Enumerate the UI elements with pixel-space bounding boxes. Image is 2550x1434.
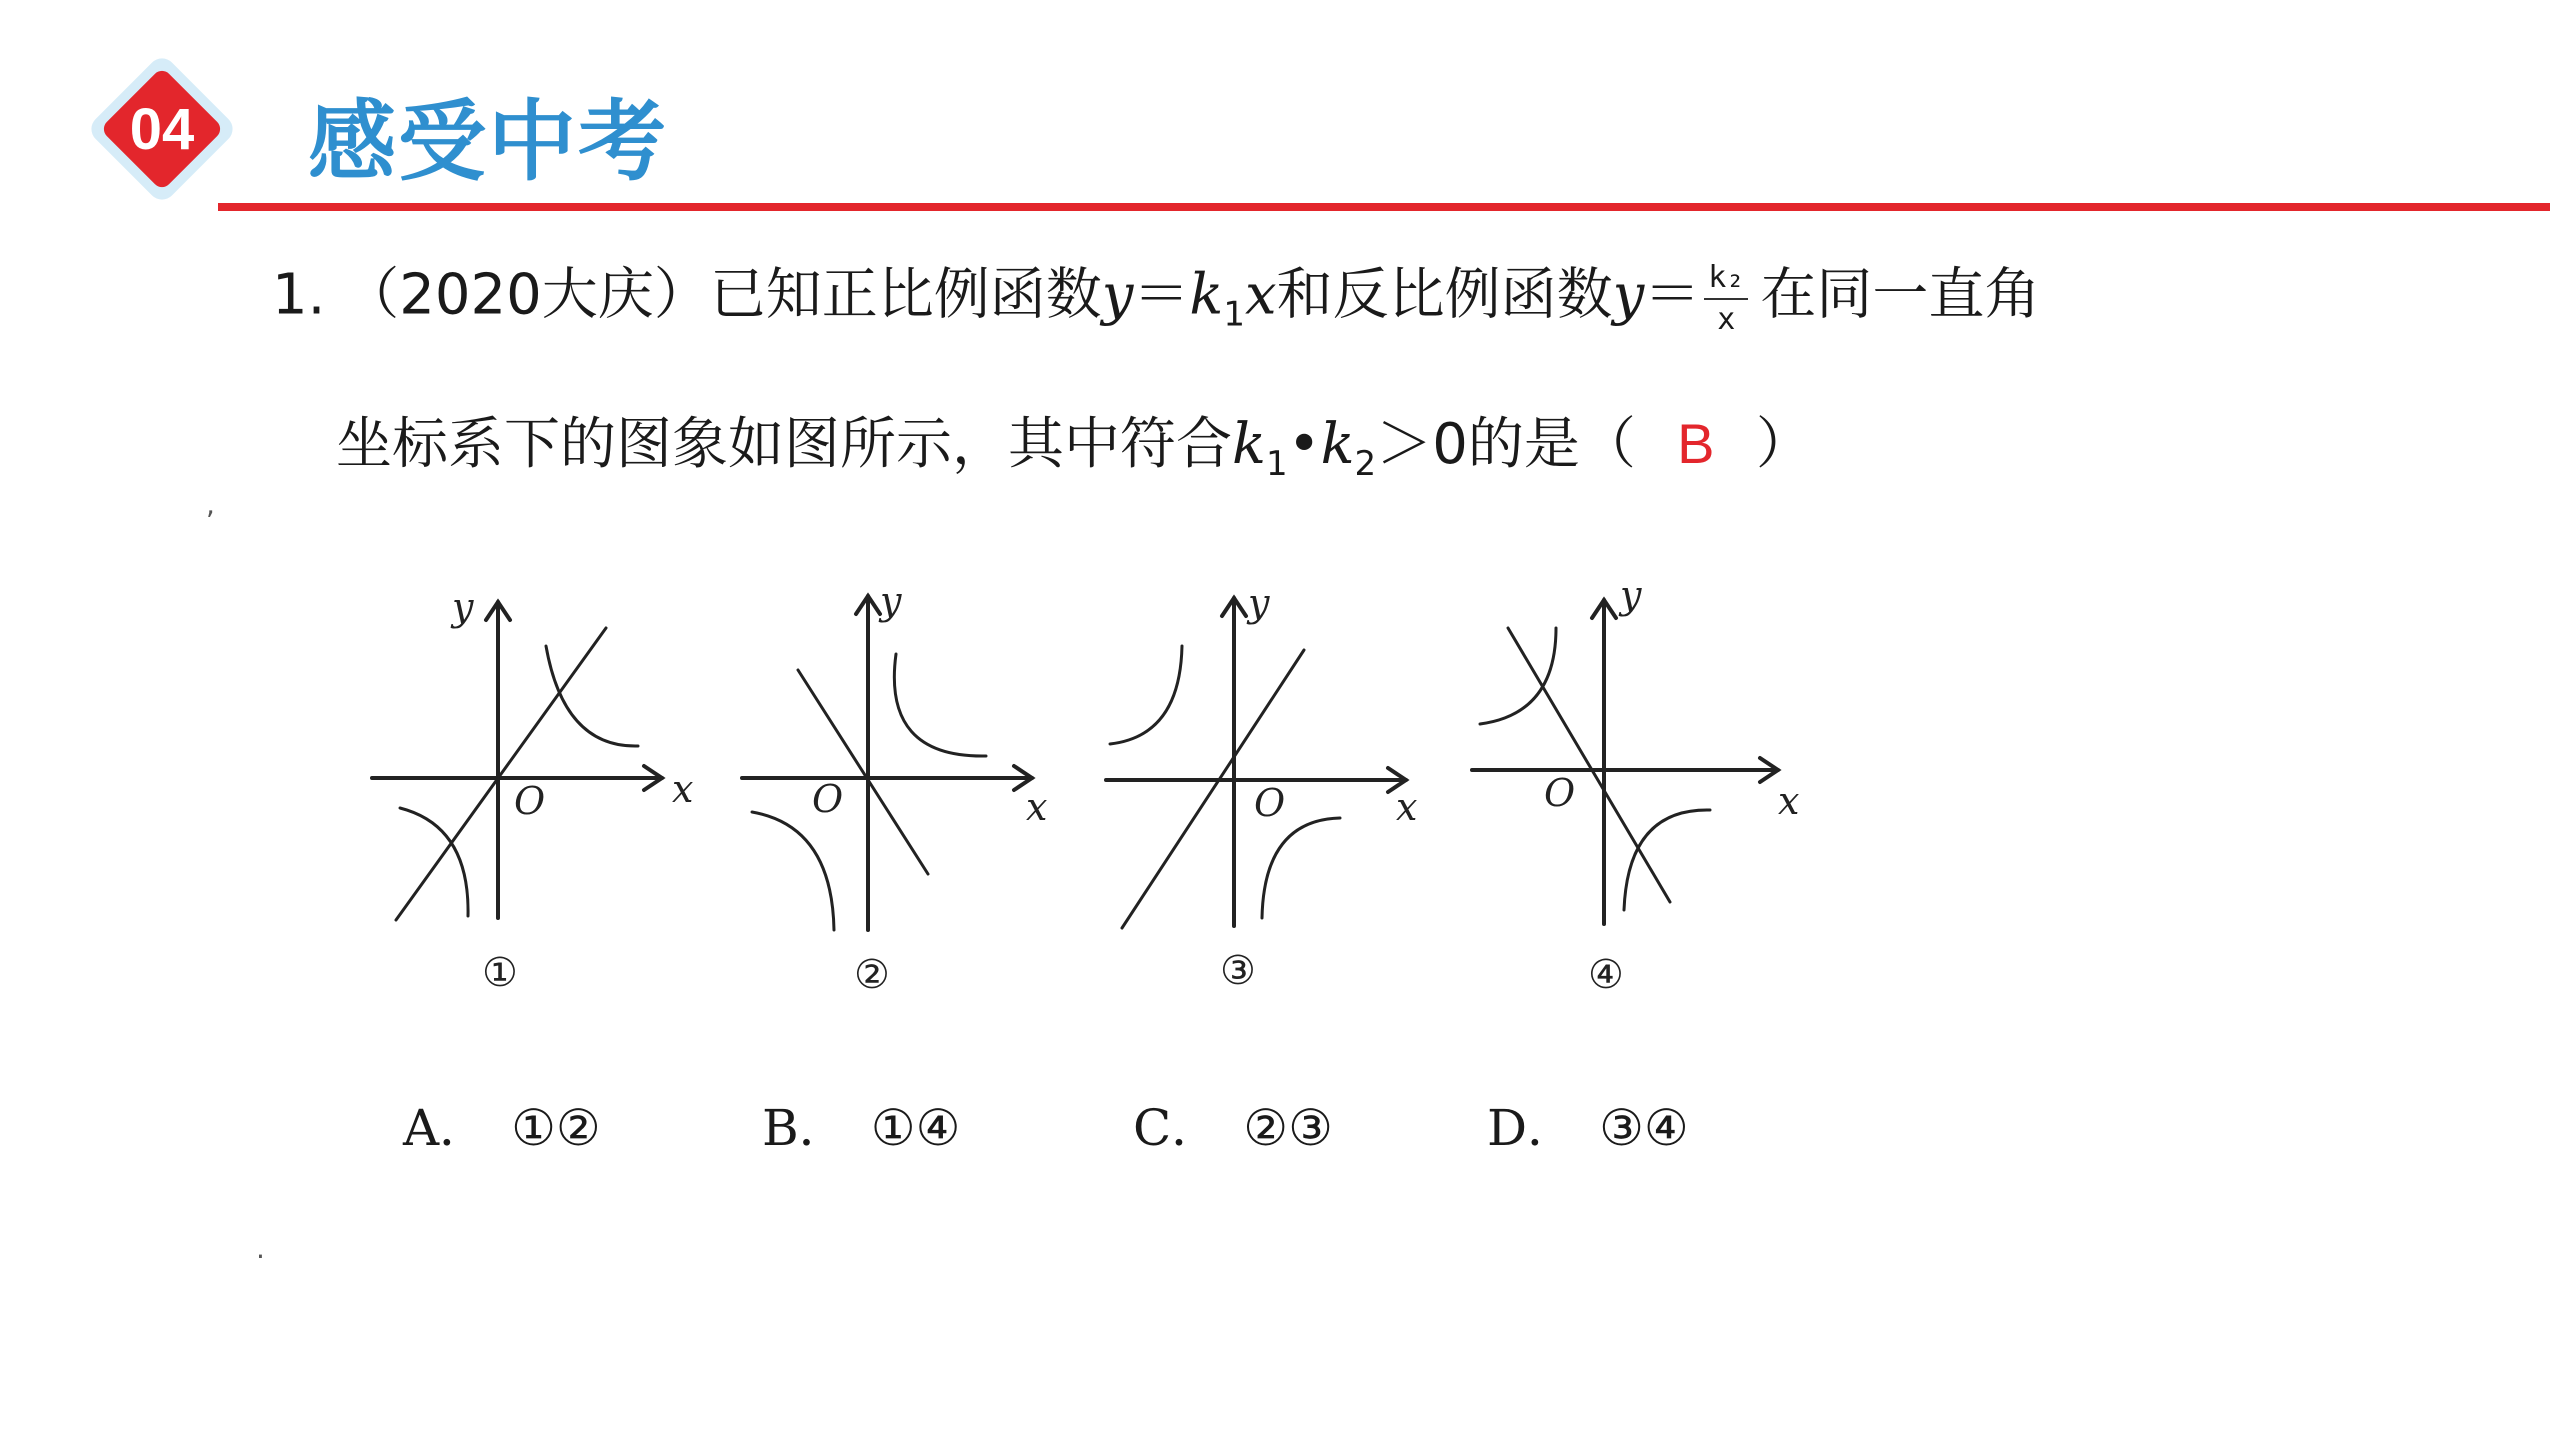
stray-comma: ,: [206, 488, 215, 521]
kb-subscript: 2: [1354, 444, 1377, 484]
figure-4-origin: O: [1544, 771, 1576, 815]
section-number: 04: [129, 96, 195, 162]
option-b[interactable]: [762, 1088, 960, 1160]
option-c-value: ②③: [1243, 1099, 1333, 1157]
question-line2-b: ＞0的是（: [1376, 412, 1636, 477]
question-line-1: [272, 262, 2040, 335]
question-text-a: 已知正比例函数: [709, 262, 1102, 328]
ka-subscript: 1: [1265, 444, 1288, 484]
equals-1: ＝: [1133, 262, 1190, 328]
dot-operator: •: [1287, 412, 1321, 477]
option-c-letter: C．: [1133, 1099, 1222, 1157]
question-line2-a: 坐标系下的图象如图所示，其中符合: [336, 412, 1232, 477]
figure-2-origin: O: [812, 777, 844, 821]
equals-2: ＝: [1644, 262, 1701, 328]
var-kb: k: [1320, 412, 1355, 477]
option-d[interactable]: [1487, 1088, 1689, 1160]
question-line2-c: ）: [1755, 412, 1812, 477]
figure-1-y-label: y: [452, 585, 474, 629]
figure-2: [742, 580, 1047, 998]
var-x1: x: [1244, 262, 1277, 328]
figure-3-label: ③: [1220, 948, 1256, 994]
var-k1: k: [1189, 262, 1224, 328]
figure-1-origin: O: [514, 779, 546, 823]
figure-2-hyperbola-q3: [752, 812, 834, 930]
figure-2-x-label: x: [1026, 785, 1048, 829]
figure-4-x-label: x: [1778, 779, 1800, 823]
figure-2-y-label: y: [880, 580, 902, 623]
question-text-c: 在同一直角: [1760, 262, 2041, 328]
stray-period: .: [256, 1232, 265, 1265]
option-a[interactable]: [403, 1088, 601, 1160]
question-line-2: [336, 412, 1812, 484]
figure-3-x-label: x: [1396, 785, 1418, 829]
option-a-letter: A．: [403, 1099, 490, 1157]
figure-1-label: ①: [482, 950, 518, 996]
figure-3-y-label: y: [1248, 581, 1270, 625]
var-ka: k: [1232, 412, 1266, 477]
var-y1: y: [1101, 262, 1134, 328]
figure-1-x-label: x: [672, 767, 694, 811]
figure-4-line: [1508, 628, 1670, 902]
figure-1-line: [396, 628, 606, 920]
k1-subscript: 1: [1223, 294, 1245, 335]
title-divider: [218, 203, 2550, 211]
figure-1-hyperbola-q1: [546, 646, 638, 746]
figure-3-hyperbola-q4: [1262, 818, 1340, 918]
figure-4: [1472, 580, 1799, 998]
figure-4-y-label: y: [1620, 580, 1642, 617]
figure-4-label: ④: [1588, 952, 1624, 998]
figure-3-origin: O: [1254, 781, 1286, 825]
option-d-letter: D．: [1487, 1099, 1578, 1157]
fraction-denominator: x: [1717, 301, 1736, 337]
graph-figures: [360, 580, 1840, 1020]
figure-2-line: [798, 670, 928, 874]
figure-2-hyperbola-q1: [894, 654, 986, 756]
question-text-b: 和反比例函数: [1276, 262, 1613, 328]
page-title: 感受中考: [308, 90, 669, 193]
figure-2-label: ②: [854, 952, 890, 998]
var-y2: y: [1612, 262, 1645, 328]
option-b-value: ①④: [870, 1099, 961, 1157]
option-a-value: ①②: [511, 1099, 601, 1157]
question-source: （2020大庆）: [343, 262, 710, 328]
figure-3: [1106, 581, 1417, 994]
figure-1: [372, 585, 693, 996]
fraction-k2-over-x: [1704, 262, 1748, 335]
answer-text: B: [1677, 412, 1715, 475]
fraction-numerator: k₂: [1704, 262, 1748, 300]
figure-3-hyperbola-q2: [1110, 646, 1182, 744]
question-number: 1.: [272, 262, 326, 328]
option-b-letter: B．: [762, 1099, 849, 1157]
option-d-value: ③④: [1599, 1099, 1689, 1157]
option-c[interactable]: [1133, 1088, 1333, 1160]
